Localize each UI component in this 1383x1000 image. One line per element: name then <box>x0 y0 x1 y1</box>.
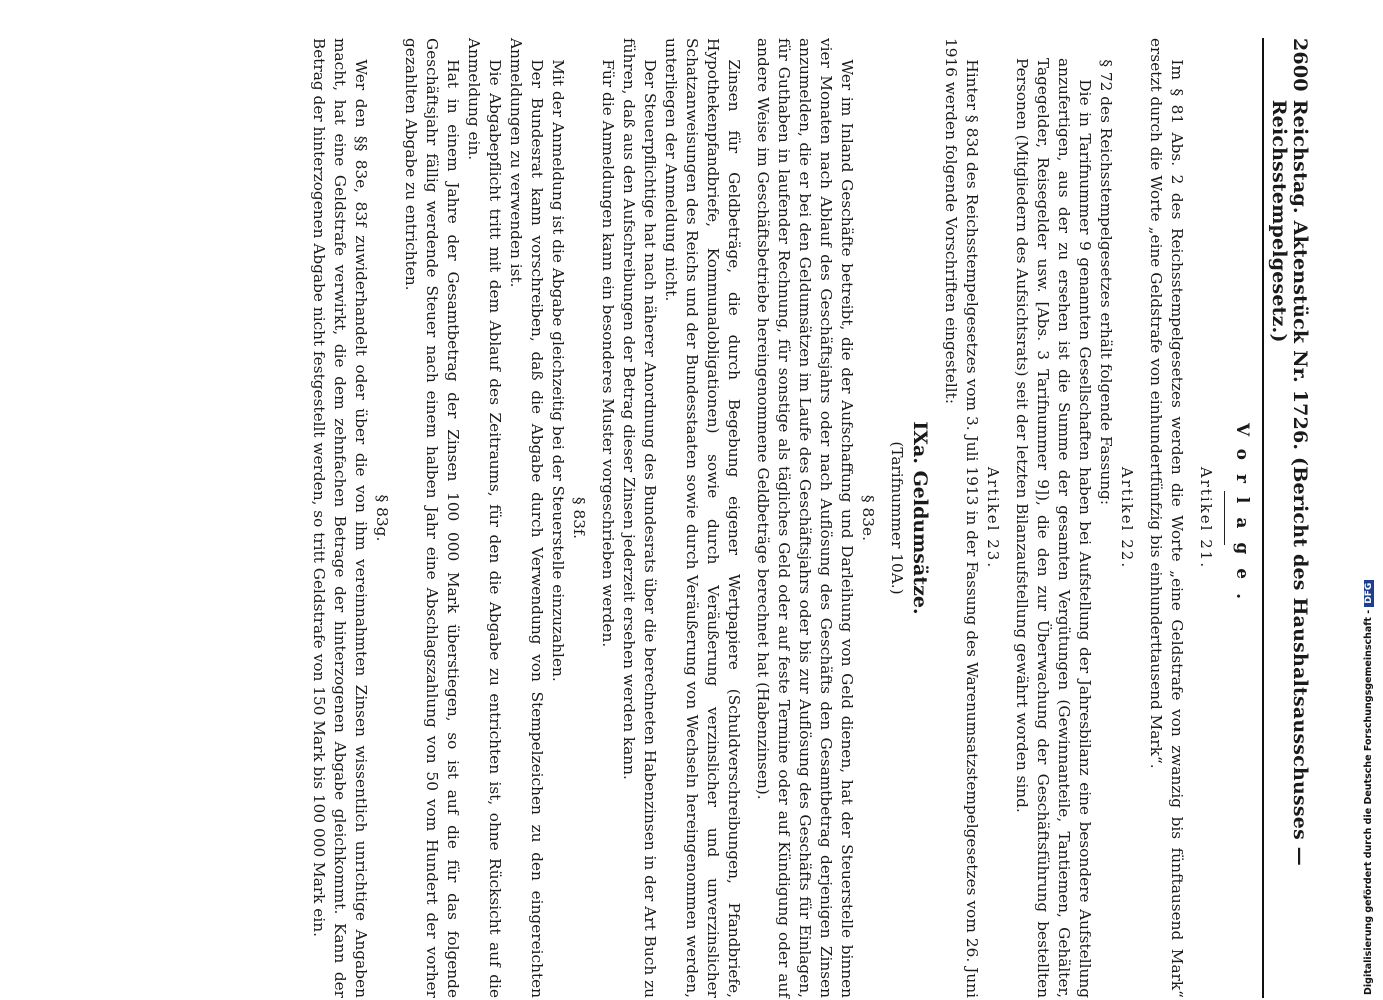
page-number: 2600 <box>1289 38 1311 92</box>
paragraph-83e-text-1: Wer im Inland Geschäfte betreibt, die der Aufschaffung und Darleihung von Geld dienen, hat der Steuerstelle binnen vier Monaten nach Ablauf des Geschäftsjahrs oder nach Auflösung des Geschäfts den Gesamtbetrag derjenigen Zinsen anzumelden, die er bei den Geldumsätzen im Laufe des Geschäftsjahrs oder bis zur Auflösung des Geschäfts für Einlagen, für Guthaben in laufender Rechnung, für sonstige als tägliches Geld oder auf feste Termine oder auf Kündigung oder auf andere Weise im Geschäftsbetriebe hereingenommene Geldbeträge berechnet hat (Habenzinsen). <box>754 38 856 998</box>
dfg-logo: DFG <box>1364 580 1374 607</box>
paragraph-83g-text-1: Wer den §§ 83e, 83f zuwiderhandelt oder über die von ihm vereinnahmten Zinsen wissentlich unrichtige Angaben macht, hat eine Geldstrafe verwirkt, die dem zehnfachen Betrage der hinterzogenen Abgabe gleichkommt. Kann der Betrag der hinterzogenen Abgabe nicht festgestellt werden, so tritt Geldstrafe von 150 Mark bis 100 000 Mark ein. <box>310 38 370 998</box>
paragraph-83e-text-3: Der Steuerpflichtige hat nach näherer Anordnung des Bundesrats über die berechneten Habenzinsen in der Art Buch zu führen, daß aus den Aufschreibungen der Betrag dieser Zinsen jederzeit ersehen werden kann. <box>620 38 659 998</box>
page-title: Reichstag. Aktenstück Nr. 1726. (Bericht des Haushaltsausschusses — Reichsstempelgesetz.) <box>1268 99 1311 866</box>
paragraph-83e-heading: § 83e. <box>859 495 877 541</box>
artikel-22-heading: Artikel 22. <box>1118 466 1136 570</box>
paragraph-83f-text-4: Hat in einem Jahre der Gesamtbetrag der Zinsen 100 000 Mark überstiegen, so ist auf die für das folgende Geschäftsjahr fällig werdende Steuer nach einem halben Jahr eine Abschlagszahlung von 50 vom Hundert der vorher gezahlten Abgabe zu entrichten. <box>402 38 462 998</box>
paragraph-83e-text-2: Zinsen für Geldbeträge, die durch Begebung eigener Wertpapiere (Schuldverschreibungen, Pfandbriefe, Hypothekenpfandbriefe, Kommunalobligationen) sowie durch Veräußerung verzinslicher und unverzinslicher Schatzanweisungen des Reichs und der Bundesstaaten sowie durch Veräußerung von Wechseln hereingenommen werden, unterliegen der Anmeldung nicht. <box>662 38 743 998</box>
paragraph-83f-heading: § 83f. <box>570 497 588 539</box>
paragraph-83g-heading: § 83g. <box>373 494 391 542</box>
divider <box>1224 491 1225 545</box>
credit-text: Digitalisierung gefördert durch die Deutsche Forschungsgemeinschaft - <box>1363 609 1374 995</box>
paragraph-83e-text-4: Für die Anmeldungen kann ein besonderes Muster vorgeschrieben werden. <box>599 59 617 648</box>
artikel-23-text: Hinter § 83d des Reichsstempelgesetzes vom 3. Juli 1913 in der Fassung des Warenumsatzstempelgesetzes vom 26. Juni 1916 werden folgende Vorschriften eingestellt: <box>942 38 981 998</box>
paragraph-83f-text-3: Die Abgabepflicht tritt mit dem Ablauf des Zeitraums, für den die Abgabe zu entrichten ist, ohne Rücksicht auf die Anmeldung ein. <box>465 38 504 998</box>
artikel-21-text: Im § 81 Abs. 2 des Reichsstempelgesetzes werden die Worte „eine Geldstrafe von zwanzig bis fünftausend Mark“ ersetzt durch die Worte „eine Geldstrafe von einhundertfünfzig bis einhunderttausend Mark“. <box>1147 38 1186 998</box>
document-page <box>20 38 1310 998</box>
paragraph-83f-text-2: Der Bundesrat kann vorschreiben, daß die Abgabe durch Verwendung von Stempelzeichen zu den eingereichten Anmeldungen zu verwenden ist. <box>507 38 546 998</box>
section-ixa-title: IXa. Geldumsätze. <box>909 421 931 615</box>
artikel-22-text: Die in Tarifnummer 9 genannten Gesellschaften haben bei Aufstellung der Jahresbilanz eine besondere Aufstellung anzufertigen, aus der zu ersehen ist die Summe der gesamten Vergütungen (Gewinnanteile, Tantiemen, Gehälter, Tagegelder, Reisegelder usw. [Abs. 3 Tarifnummer 9]), die den zur Überwachung der Geschäftsführung bestellten Personen (Mitgliedern des Aufsichtsrats) seit der letzten Bilanzaufstellung gewährt worden sind. <box>1013 58 1094 998</box>
paragraph-83f-text-1: Mit der Anmeldung ist die Abgabe gleichzeitig bei der Steuerstelle einzuzahlen. <box>549 59 567 682</box>
digitization-credit <box>1363 580 1374 995</box>
vorlage-heading: Vorlage. <box>1232 422 1252 614</box>
artikel-23-heading: Artikel 23. <box>984 466 1002 570</box>
artikel-21-heading: Artikel 21. <box>1197 466 1215 570</box>
page-header <box>1262 38 1310 998</box>
artikel-22-intro: § 72 des Reichsstempelgesetzes erhält folgende Fassung: <box>1097 59 1115 505</box>
section-ixa-subtitle: (Tarifnummer 10A.) <box>888 441 906 595</box>
